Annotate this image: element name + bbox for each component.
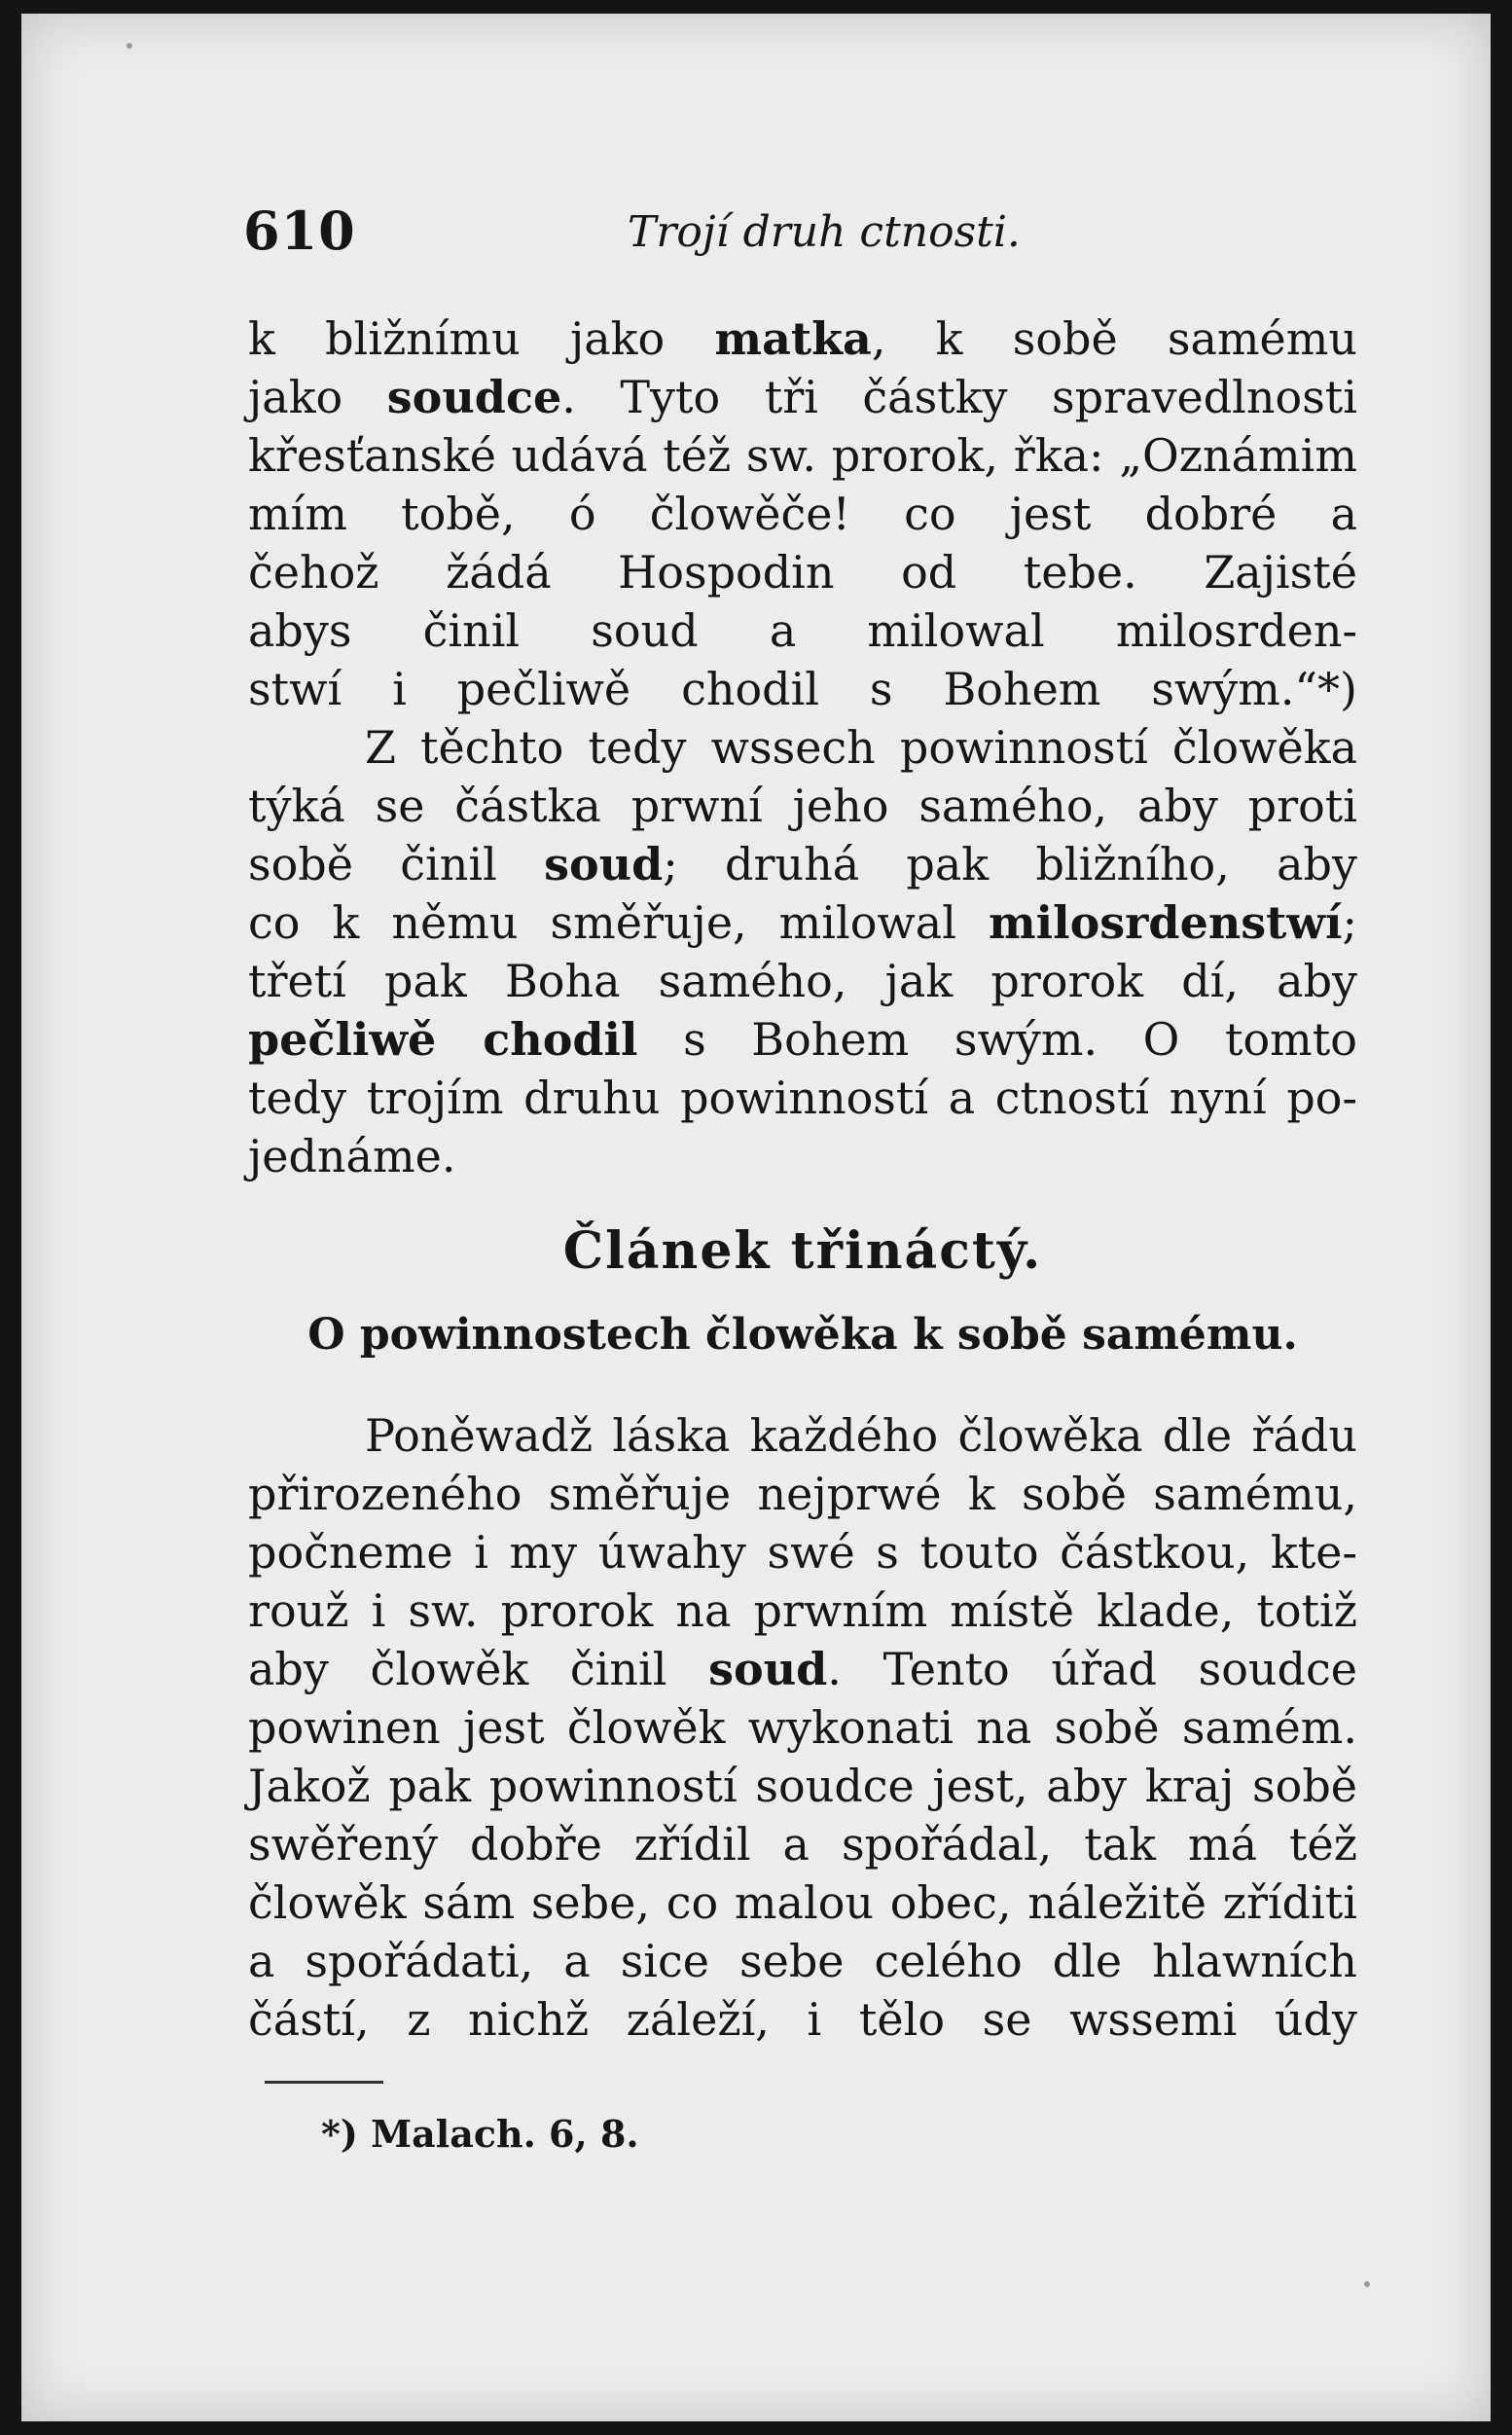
page-header <box>243 200 1362 268</box>
text-line: Z těchto tedy wssech powinností člowěka <box>365 721 1357 774</box>
text-line: týká se částka prwní jeho samého, aby proti <box>248 780 1357 832</box>
text-line: třetí pak Boha samého, jak prorok dí, aby <box>248 955 1357 1007</box>
text-line: co k němu směřuje, milowal milosrdenstwí; <box>248 896 1357 949</box>
text-line: částí, z nichž záleží, i tělo se wssemi údy <box>248 1993 1357 2046</box>
running-title: Trojí druh ctnosti. <box>628 207 1021 257</box>
paper-speck <box>1364 2281 1370 2287</box>
emphasis: soud <box>708 1643 828 1695</box>
text-line: k bližnímu jako matka, k sobě samému <box>248 312 1358 365</box>
text-line: sobě činil soud; druhá pak bližního, aby <box>248 838 1357 890</box>
emphasis: soudce <box>386 371 562 423</box>
text-line: Poněwadž láska každého člowěka dle řádu <box>365 1409 1357 1462</box>
text-line: člowěk sám sebe, co malou obec, náležitě zříditi <box>248 1876 1357 1929</box>
text-line: tedy trojím druhu powinností a ctností nyní po- <box>248 1072 1357 1124</box>
chapter-heading: Článek třináctý. <box>562 1221 1043 1281</box>
chapter-subheading: O powinnostech člowěka k sobě samému. <box>307 1310 1298 1360</box>
footnote-rule <box>265 2081 383 2084</box>
text-line: rouž i sw. prorok na prwním místě klade, totiž <box>248 1584 1357 1637</box>
emphasis: soud <box>544 838 664 890</box>
text-line: křesťanské udává též sw. prorok, řka: „Oznámim <box>248 429 1357 482</box>
text-line: a spořádati, a sice sebe celého dle hlawních <box>248 1935 1357 1987</box>
text-line: jako soudce. Tyto tři částky spravedlnosti <box>248 371 1357 423</box>
text-line: Jakož pak powinností soudce jest, aby kraj sobě <box>248 1760 1357 1812</box>
text-line: powinen jest člowěk wykonati na sobě samém. <box>248 1701 1357 1754</box>
text-line: swěřený dobře zřídil a spořádal, tak má též <box>248 1818 1357 1871</box>
text-line: přirozeného směřuje nejprwé k sobě samému, <box>248 1468 1357 1520</box>
text-line: počneme i my úwahy swé s touto částkou, kte- <box>248 1526 1357 1579</box>
text-line: abys činil soud a milowal milosrden- <box>248 604 1357 657</box>
emphasis: matka <box>714 312 872 365</box>
emphasis: milosrdenstwí <box>988 896 1343 949</box>
text-line: jednáme. <box>248 1130 456 1182</box>
paper-speck <box>126 43 132 49</box>
page-number: 610 <box>243 200 356 262</box>
text-line: aby člowěk činil soud. Tento úřad soudce <box>248 1643 1357 1695</box>
text-line: čehož žádá Hospodin od tebe. Zajisté <box>248 546 1357 599</box>
paragraph-3 <box>248 1406 1357 2049</box>
paragraph-2 <box>248 718 1357 1185</box>
text-line: stwí i pečliwě chodil s Bohem swým.“*) <box>248 663 1357 715</box>
paragraph-1 <box>248 309 1357 718</box>
text-line: mím tobě, ó člowěče! co jest dobré a <box>248 488 1357 540</box>
emphasis: pečliwě chodil <box>248 1013 638 1066</box>
footnote: *) Malach. 6, 8. <box>321 2112 639 2156</box>
text-line: pečliwě chodil s Bohem swým. O tomto <box>248 1013 1357 1066</box>
